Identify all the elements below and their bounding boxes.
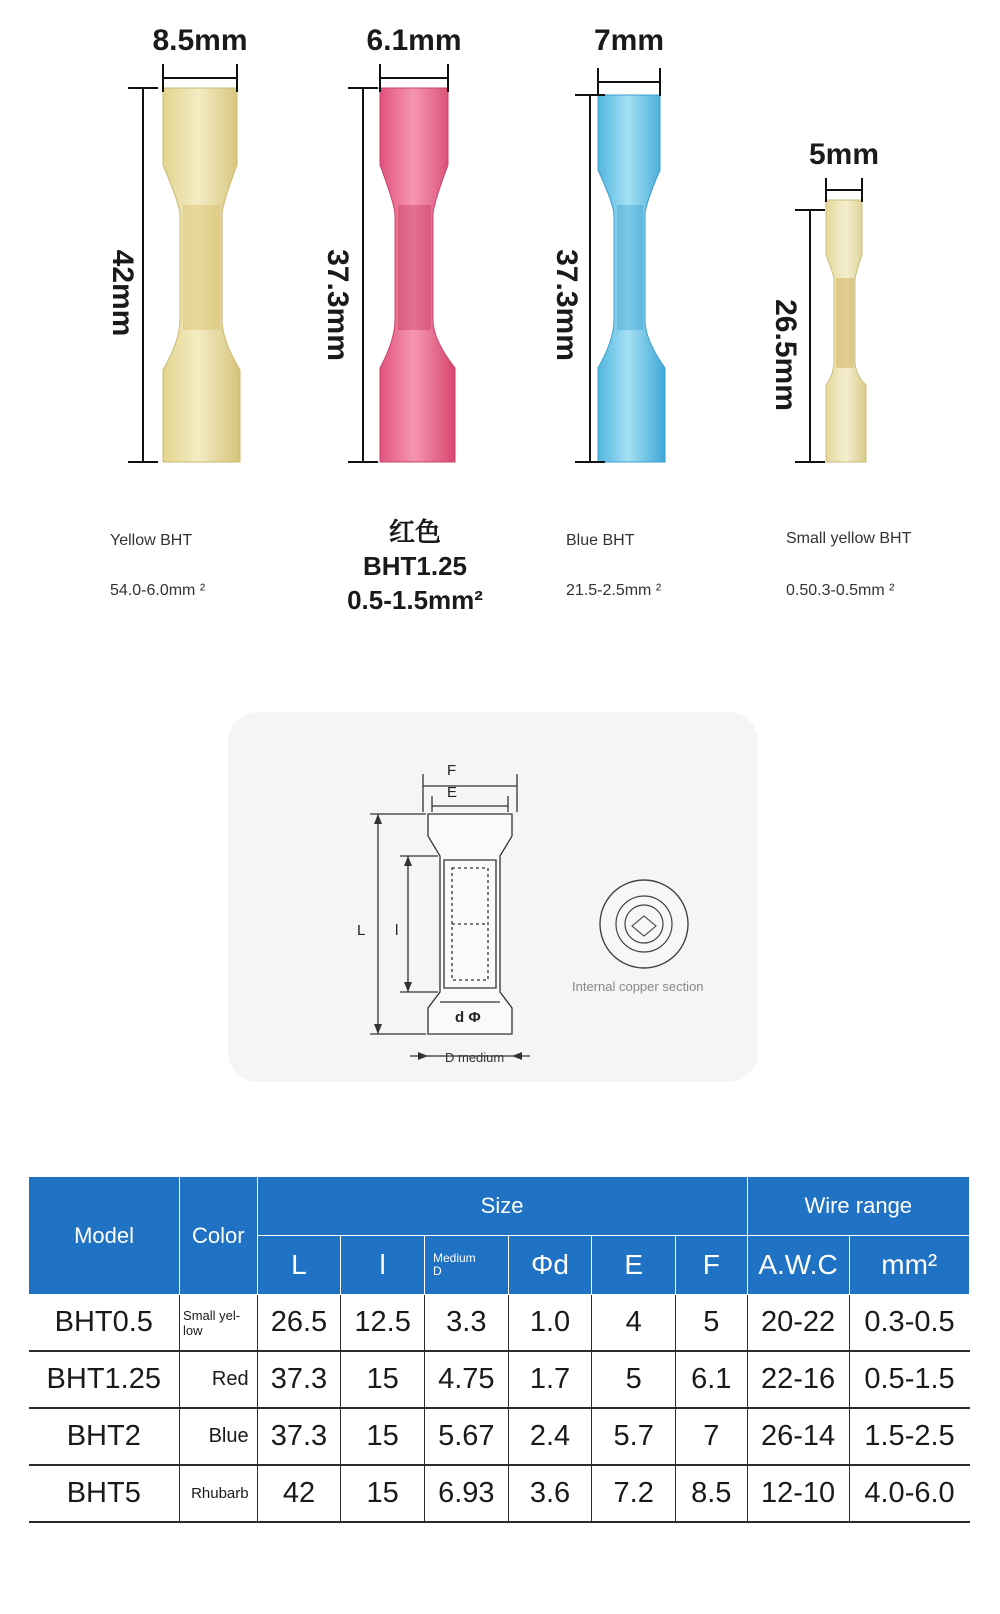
header-size: Size [257,1177,747,1236]
caption-blue-name: Blue BHT [566,532,635,549]
cell-mm2: 1.5-2.5 [849,1408,969,1465]
length-label-red: 37.3mm [321,249,354,361]
length-label-yellow: 42mm [106,249,139,337]
caption-blue-range: 21.5-2.5mm ² [566,582,662,599]
connector-drawing [340,756,570,1076]
table-row [29,1295,970,1352]
cell-D: 5.67 [424,1408,508,1465]
cell-D: 4.75 [424,1351,508,1408]
header-phid: Φd [508,1236,592,1295]
caption-small-range: 0.50.3-0.5mm ² [786,582,895,599]
cell-E: 5.7 [592,1408,676,1465]
cell-L: 42 [257,1465,341,1522]
cell-awc: 20-22 [747,1295,849,1352]
cell-d: 1.7 [508,1351,592,1408]
cell-L: 37.3 [257,1351,341,1408]
cell-L: 26.5 [257,1295,341,1352]
cell-D: 6.93 [424,1465,508,1522]
copper-section-note: Internal copper section [572,979,704,994]
cell-E: 5 [592,1351,676,1408]
cell-awc: 22-16 [747,1351,849,1408]
cell-E: 4 [592,1295,676,1352]
caption-yellow-name: Yellow BHT [110,532,193,549]
cell-D: 3.3 [424,1295,508,1352]
drawing-label-L: L [357,922,366,939]
drawing-label-l: l [395,922,399,939]
product-photos [0,0,1000,480]
cell-l: 12.5 [341,1295,425,1352]
length-label-blue: 37.3mm [550,249,583,361]
header-L: L [257,1236,341,1295]
cell-d: 3.6 [508,1465,592,1522]
header-color: Color [180,1177,258,1295]
cell-E: 7.2 [592,1465,676,1522]
cell-mm2: 4.0-6.0 [849,1465,969,1522]
drawing-label-F: F [447,762,457,779]
red-connector [380,88,455,462]
width-label-yellow: 8.5mm [152,24,248,57]
table-row [29,1351,970,1408]
cell-model: BHT1.25 [29,1351,180,1408]
table-row [29,1408,970,1465]
header-F: F [676,1236,747,1295]
drawing-label-d: d Φ [455,1009,481,1026]
caption-red-cn: 红色 [388,517,441,547]
cell-model: BHT0.5 [29,1295,180,1352]
width-label-small: 5mm [808,138,880,171]
cell-model: BHT5 [29,1465,180,1522]
cell-mm2: 0.5-1.5 [849,1351,969,1408]
cell-F: 8.5 [676,1465,747,1522]
width-label-red: 6.1mm [366,24,462,57]
header-E: E [592,1236,676,1295]
cell-L: 37.3 [257,1408,341,1465]
small-yellow-connector [826,200,866,462]
cell-d: 1.0 [508,1295,592,1352]
yellow-connector [163,88,240,462]
header-l: l [341,1236,425,1295]
cell-l: 15 [341,1465,425,1522]
caption-small-name: Small yellow BHT [786,530,912,547]
header-medium-d-line2: D [432,1264,442,1278]
cell-color: Red [180,1351,258,1408]
cell-F: 5 [676,1295,747,1352]
cell-color: Blue [180,1408,258,1465]
drawing-label-D: D medium [445,1050,505,1065]
blue-connector [598,95,665,462]
header-wire-range: Wire range [747,1177,970,1236]
cell-F: 6.1 [676,1351,747,1408]
caption-yellow-range: 54.0-6.0mm ² [110,582,206,599]
cell-l: 15 [341,1408,425,1465]
length-label-small: 26.5mm [769,299,802,411]
cell-mm2: 0.3-0.5 [849,1295,969,1352]
header-medium-d [424,1236,508,1295]
spec-table [28,1176,970,1523]
cell-awc: 12-10 [747,1465,849,1522]
header-model: Model [29,1177,180,1295]
cell-model: BHT2 [29,1408,180,1465]
caption-red-name: BHT1.25 [362,551,468,581]
cell-awc: 26-14 [747,1408,849,1465]
cell-color: Rhubarb [180,1465,258,1522]
header-awc: A.W.C [747,1236,849,1295]
header-mm2: mm² [849,1236,969,1295]
table-row [29,1465,970,1522]
header-medium-d-line1: Medium [432,1251,476,1265]
cell-d: 2.4 [508,1408,592,1465]
drawing-label-E: E [447,784,458,801]
copper-section-icon [596,876,692,972]
caption-red-range: 0.5-1.5mm² [347,585,483,615]
cell-F: 7 [676,1408,747,1465]
cell-color: Small yel-low [180,1295,258,1352]
cell-l: 15 [341,1351,425,1408]
width-label-blue: 7mm [593,24,665,57]
